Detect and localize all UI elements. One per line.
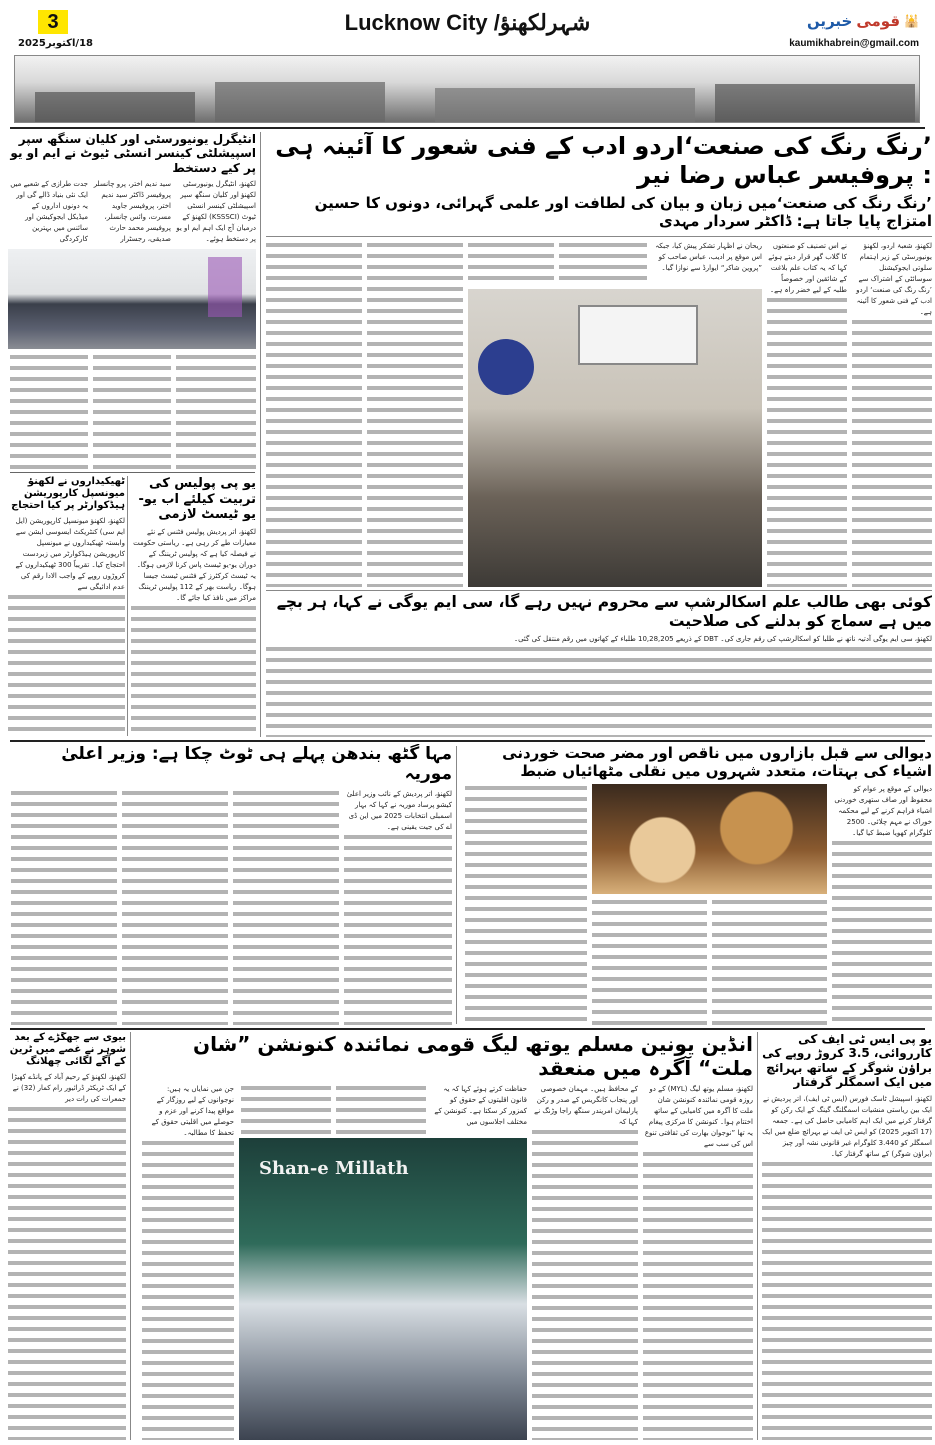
paper-name-part2: خبریں xyxy=(806,12,853,30)
myl-story xyxy=(135,1032,753,1440)
divider xyxy=(10,472,255,473)
mou-body3: جدت طرازی کے شعبے میں ایک نئی بنیاد ڈالے گی اور یہ دونوں اداروں کے میڈیکل ایجوکیشن اور سائنس میں بہترین کارکردگی xyxy=(10,180,88,244)
stf-body: لکھنؤ، اسپیشل ٹاسک فورس (ایس ٹی ایف)، اتر پردیش نے ایک بین ریاستی منشیات اسمگلنگ گینگ کے ایک رکن کو گرفتار کرنے میں ایک اہم کامیابی حاصل کی ہے۔ جمعہ (17 اکتوبر 2025) کو ایس ٹی ایف نے بہرائچ ضلع میں ایک اسمگلر کو 3.440 کلوگرام غیر قانونی نشہ آور چیز (براؤن شوگر) کے ساتھ گرفتار کیا۔ xyxy=(762,1094,932,1158)
divider xyxy=(10,1028,925,1030)
mou-body: لکھنؤ، انٹیگرل یونیورسٹی لکھنؤ اور کلیان سنگھ سپر اسپیشلٹی کینسر انسٹی ٹیوٹ (KSSSCI) لکھنؤ کے درمیان آج ایک اہم ایم او یو پر دستخط ہوئے۔ xyxy=(176,180,256,244)
contractors-body: لکھنؤ، لکھنؤ میونسپل کارپوریشن (ایل ایم سی) کنٹریکٹ ایسوسی ایشن سے وابستہ ٹھیکیداروں نے میونسپل کارپوریشن ہیڈکوارٹر میں زبردست احتجاج کیا۔ تقریباً 300 ٹھیکیداروں کے کروڑوں روپے کے واجب الادا رقم کی عدم ادائیگی سے xyxy=(15,517,125,591)
divider xyxy=(10,740,925,742)
maurya-body-col xyxy=(122,789,228,1025)
mou-headline: انٹیگرل یونیورسٹی اور کلیان سنگھ سپر اسپیشلٹی کینسر انسٹی ٹیوٹ نے ایم او یو پر کیے دستخط xyxy=(10,132,256,175)
convention-photo xyxy=(239,1138,527,1440)
divider xyxy=(456,746,457,1024)
scholarship-body: لکھنؤ، سی ایم یوگی آدتیہ ناتھ نے طلبا کو اسکالرشپ کی رقم جاری کی۔ DBT کے ذریعے 10,28,205 طلباء کے کھاتوں میں رقم منتقل کی گئی۔ xyxy=(514,635,932,644)
main-body-col xyxy=(767,241,847,587)
main-body-col xyxy=(559,241,647,285)
contractors-headline: ٹھیکیداروں نے لکھنؤ میونسپل کارپوریشن ہیڈکوارٹر پر کیا احتجاج xyxy=(11,476,125,511)
main-body-col xyxy=(367,241,463,587)
maurya-body: لکھنؤ، اتر پردیش کے نائب وزیر اعلیٰ کیشو پرساد موریہ نے کہا کہ بہار اسمبلی انتخابات 2025 میں این ڈی اے کی جیت یقینی ہے۔ xyxy=(346,789,452,831)
myl-body4: جن میں نمایاں یہ ہیں: نوجوانوں کے لیے روزگار کے مواقع پیدا کرنے اور عزم و حوصلے میں اقلیتی حقوق کے تحفظ کا مطالبہ۔ xyxy=(151,1085,234,1137)
contractors-body-col xyxy=(8,516,125,737)
main-subheadline: ’رنگ رنگ کی صنعت‘میں زبان و بیان کی لطافت اور علمی گہرائی، دونوں کا حسین امتزاج پایا جاتا ہے: ڈاکٹر سردار مہدی xyxy=(314,193,932,230)
myl-body-col xyxy=(142,1084,234,1440)
sweets-photo xyxy=(592,784,827,894)
train-body-col xyxy=(8,1072,126,1440)
sweets-body: دیوالی کے موقع پر عوام کو محفوظ اور صاف ستھری خوردنی اشیاء فراہم کرنے کے لیے محکمہ خوراک نے مہم چلائی۔ 2500 کلوگرام کھویا ضبط کیا گیا۔ xyxy=(834,785,932,837)
divider xyxy=(757,1032,758,1440)
maurya-body-col xyxy=(11,789,117,1025)
main-body: لکھنؤ، شعبۂ اردو، لکھنؤ یونیورسٹی کے زیر اہتمام سلوتی ایجوکیشنل سوسائٹی کے اشتراک سے ’رنگ رنگ کی صنعت‘ اردو ادب کے فنی شعور کا آئینہ ہے۔ xyxy=(856,241,932,316)
city-skyline-banner xyxy=(14,55,920,123)
divider xyxy=(127,476,128,736)
divider xyxy=(130,1032,131,1440)
scholarship-body-col xyxy=(266,634,932,737)
mou-body-col xyxy=(10,353,88,470)
maurya-story xyxy=(8,744,452,1025)
maurya-body-col xyxy=(344,789,452,1025)
myl-body-col xyxy=(532,1084,638,1440)
main-body-col xyxy=(266,241,362,587)
myl-body-col xyxy=(643,1084,753,1440)
divider xyxy=(10,127,925,129)
divider xyxy=(260,132,261,737)
maurya-body-col xyxy=(233,789,339,1025)
issue-date: 18/اکتوبر2025 xyxy=(18,38,93,49)
sweets-body-col xyxy=(832,784,932,1025)
mou-signing-photo xyxy=(8,249,256,349)
mou-body-col xyxy=(93,353,171,470)
paper-name-part1: قومی xyxy=(856,12,901,30)
myl-body-col xyxy=(336,1084,426,1134)
stf-headline: یو پی ایس ٹی ایف کی کارروائی، 3.5 کروڑ روپے کی براؤن شوگر کے ساتھ بہرائچ میں ایک اسمگلر گرفتار xyxy=(762,1032,932,1090)
scholarship-headline: کوئی بھی طالب علم اسکالرشپ سے محروم نہیں رہے گا، سی ایم یوگی نے کہا، ہر بچے میں ہے سماج کو بدلنے کی صلاحیت xyxy=(276,593,932,630)
main-story xyxy=(266,132,932,587)
police-body-col xyxy=(131,527,256,737)
train-headline: بیوی سے جھگڑے کے بعد شوہر نے غصے میں ٹرین کے آگے لگائی چھلانگ xyxy=(9,1032,126,1067)
myl-headline: انڈین یونین مسلم یوتھ لیگ قومی نمائندہ کنونشن ”شان ملت“ آگرہ میں منعقد xyxy=(193,1032,753,1080)
section-title: Lucknow City /شہرلکھنؤ xyxy=(344,10,591,35)
myl-body-col xyxy=(431,1084,527,1134)
train-story xyxy=(8,1032,126,1440)
main-body3: نے اس تصنیف کو صنعتوں کا گلاب گھر قرار دیتے ہوئے کہا کہ یہ کتاب علم بلاغت کے شائقین اور خصوصاً طلبہ کے لیے خضر راہ ہے۔ xyxy=(768,241,847,294)
myl-body2: کے محافظ ہیں۔ مہمان خصوصی اور پنجاب کانگریس کے صدر و رکن پارلیمان امریندر سنگھ راجا وڑنگ نے کہا کہ xyxy=(534,1085,638,1126)
contact-email: kaumikhabrein@gmail.com xyxy=(789,38,919,49)
main-body-col xyxy=(852,241,932,587)
contractors-story xyxy=(8,476,125,737)
myl-body: لکھنؤ، مسلم یوتھ لیگ (MYL) کے دو روزہ قومی نمائندہ کنونشن شان ملت کا آگرہ میں کامیابی کے ساتھ اختتام ہوا۔ کنونشن کا مرکزی پیغام یہ تھا ”نوجوان بھارت کی ثقافتی تنوع اس کی سب سے xyxy=(644,1085,753,1148)
sweets-story xyxy=(460,744,932,1025)
convention-banner-text: Shan-e Millath xyxy=(259,1158,409,1179)
maurya-headline: مہا گٹھ بندھن پہلے ہی ٹوٹ چکا ہے: وزیر اعلیٰ موریہ xyxy=(61,744,452,785)
main-body-col xyxy=(468,241,554,285)
sweets-headline: دیوالی سے قبل بازاروں میں ناقص اور مضر صحت خوردنی اشیاء کی بہتات، متعدد شہروں میں نقلی مٹھائیاں ضبط xyxy=(502,744,932,780)
police-story xyxy=(131,476,256,737)
police-body: لکھنؤ، اتر پردیش پولیس فٹنس کے نئے معیارات طے کر رہی ہے۔ ریاستی حکومت نے فیصلہ کیا ہے کہ پولیس ٹریننگ کے دوران یو-یو ٹیسٹ پاس کرنا لازمی ہوگا۔ یہ ٹیسٹ کرکٹرز کے فٹنس ٹیسٹ جیسا ہوگا۔ ریاست بھر کے 112 پولیس ٹریننگ مراکز میں نافذ کیا جائے گا۔ xyxy=(133,527,256,602)
myl-body-col xyxy=(241,1084,331,1134)
seminar-photo xyxy=(468,289,762,587)
page-number: 3 xyxy=(38,10,68,34)
train-body: لکھنؤ، لکھنؤ کے رحیم آباد کے پانڈے کھیڑا کے ایک ٹریکٹر ڈرائیور رام کمار (32) نے جمعرات کی رات دیر xyxy=(11,1073,126,1103)
divider xyxy=(266,236,932,237)
main-body2: ریحان نے اظہار تشکر پیش کیا، جبکہ اس موقع پر ادیب، عباس صاحب کو ”پروین شاکر“ ایوارڈ سے نوازا گیا۔ xyxy=(655,241,762,272)
minaret-icon: 🕌 xyxy=(904,14,919,28)
sweets-body-col xyxy=(465,784,587,1025)
police-headline: یو پی پولیس کی تربیت کیلئے اب یو-یو ٹیسٹ لازمی xyxy=(138,476,256,523)
stf-body-col xyxy=(762,1094,932,1440)
main-headline: ’رنگ رنگ کی صنعت‘اردو ادب کے فنی شعور کا آئینہ ہی : پروفیسر عباس رضا نیر xyxy=(275,132,932,189)
paper-logo xyxy=(807,12,919,30)
sweets-body-col xyxy=(592,898,707,1025)
mou-story xyxy=(8,132,256,470)
scholarship-story xyxy=(266,590,932,737)
main-body-col xyxy=(652,241,762,285)
mou-body2: سید ندیم اختر، پرو چانسلر پروفیسر ڈاکٹر سید ندیم اختر، پروفیسر جاوید مسرت، وائس چانسلر، پروفیسر محمد حارث صدیقی، رجسٹرار xyxy=(93,180,171,244)
mou-body-col xyxy=(176,353,256,470)
sweets-body-col xyxy=(712,898,827,1025)
stf-story xyxy=(762,1032,932,1440)
myl-body3: حفاظت کرتے ہوئے کہا کہ یہ قانون اقلیتوں کے حقوق کو کمزور کر سکتا ہے۔ کنونشن کے مختلف اجلاسوں میں xyxy=(434,1085,527,1126)
